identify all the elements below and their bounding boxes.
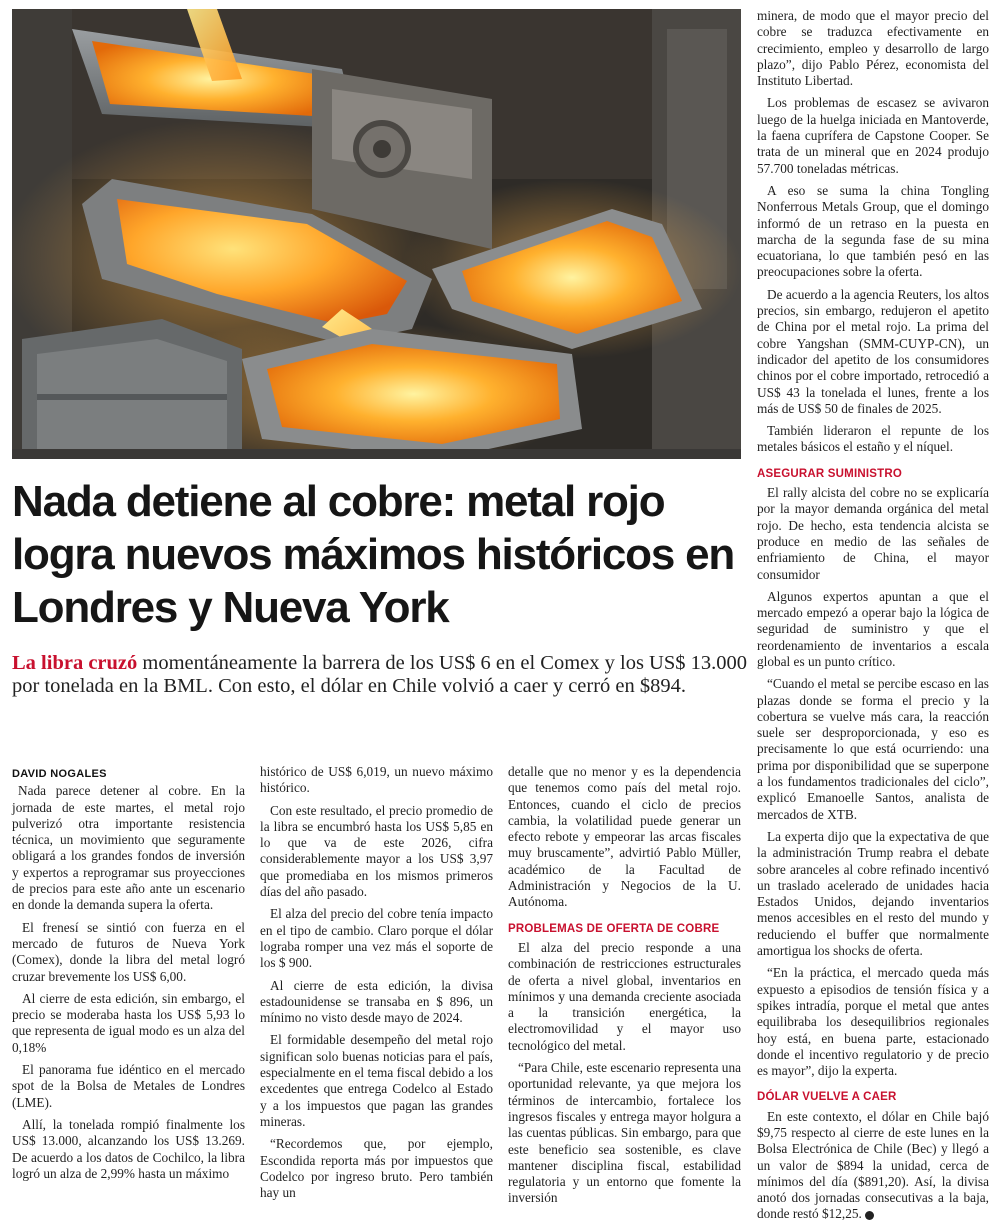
paragraph: A eso se suma la china Tongling Nonferrous Metals Group, que el domingo informó de un retraso en la puesta en marcha de la segunda fase de su mina ecuatoriana, lo que también pesó en las preocupaciones sobre la oferta. (757, 182, 989, 280)
article-column-3 (508, 764, 741, 1213)
headline: Nada detiene al cobre: metal rojo logra nuevos máximos históricos en Londres y Nueva York (12, 477, 735, 632)
paragraph: histórico de US$ 6,019, un nuevo máximo histórico. (260, 764, 493, 796)
paragraph-text: En este contexto, el dólar en Chile bajó $9,75 respecto al cierre de este lunes en la Bolsa Electrónica de Chile (Bec) y llegó a un valor de $894 la unidad, cerca de mínimos del día ($891,20). Así, la divisa anotó dos jornadas consecutivas a la baja, donde restó $12,25. (757, 1108, 989, 1222)
subhead-asegurar-suministro: ASEGURAR SUMINISTRO (757, 467, 903, 480)
paragraph: “Recordemos que, por ejemplo, Escondida reporta más por impuestos que Codelco por ingreso bruto. Pero también hay un (260, 1136, 493, 1201)
paragraph: El alza del precio del cobre tenía impacto en el tipo de cambio. Claro porque el dólar lograba romper una vez más el soporte de los $ 900. (260, 906, 493, 971)
paragraph: Al cierre de esta edición, sin embargo, el precio se moderaba hasta los US$ 5,93 lo que representa de igual modo es un alza del 0,18% (12, 990, 245, 1055)
deck-lead: La libra cruzó (12, 652, 138, 674)
paragraph: Nada parece detener al cobre. En la jornada de este martes, el metal rojo pulverizó otra importante resistencia técnica, un movimiento que seguramente obligará a los grandes fondos de inversión y expertos a reprogramar sus proyecciones de precios para este año ante un escenario en donde la demanda supera la oferta. (12, 783, 245, 913)
paragraph: Algunos expertos apuntan a que el mercado empezó a operar bajo la lógica de seguridad de suministro y que el reordenamiento de inventarios a escala global es un punto crítico. (757, 588, 989, 669)
paragraph: El frenesí se sintió con fuerza en el mercado de futuros de Nueva York (Comex), donde la libra del metal logró cruzar brevemente los US$ 6,00. (12, 919, 245, 984)
deck (12, 652, 747, 698)
paragraph: “En la práctica, el mercado queda más expuesto a episodios de tensión física y a spikes intradía, porque el metal que antes equilibraba los desequilibrios regionales hoy está, en buena parte, estacionado donde el incentivo regulatorio y de precio es mayor”, dijo la experta. (757, 965, 989, 1079)
paragraph: El panorama fue idéntico en el mercado spot de la Bolsa de Metales de Londres (LME). (12, 1062, 245, 1110)
paragraph: Al cierre de esta edición, la divisa estadounidense se transaba en $ 896, un mínimo no visto desde mayo de 2024. (260, 977, 493, 1026)
paragraph: “Para Chile, este escenario representa una oportunidad relevante, ya que mejora los términos de intercambio, fortalece los ingresos fiscales y entrega mayor holgura a las cuentas públicas. Sin embargo, para que este beneficio sea sostenible, es clave mantener disciplina fiscal, estabilidad regulatoria y un entorno que fomente la inversión (508, 1060, 741, 1206)
end-mark-icon (865, 1211, 874, 1220)
article-column-4 (757, 8, 989, 1229)
paragraph: Los problemas de escasez se avivaron luego de la huelga iniciada en Mantoverde, la faena cuprífera de Capstone Cooper. Se trata de un mineral que en 2024 produjo 57.700 toneladas métricas. (757, 95, 989, 176)
subhead-problemas-oferta: PROBLEMAS DE OFERTA DE COBRE (508, 922, 720, 935)
paragraph: detalle que no menor y es la dependencia que tenemos como país del metal rojo. Entonces, cuando el ciclo de precios cambia, la volatilidad puede generar un efecto rebote y empeorar las arcas fiscales muy bruscamente”, advirtió Pablo Müller, académico de la Facultad de Administración y Negocios de la U. Autónoma. (508, 764, 741, 910)
paragraph-final (757, 1109, 989, 1223)
article-column-2 (260, 764, 493, 1207)
paragraph: También lideraron el repunte de los metales básicos el estaño y el níquel. (757, 423, 989, 455)
paragraph: minera, de modo que el mayor precio del cobre se traduzca efectivamente en crecimiento, empleo y desarrollo de largo plazo”, dijo Pablo Pérez, economista del Instituto Libertad. (757, 8, 989, 89)
paragraph: El alza del precio responde a una combinación de restricciones estructurales de oferta a nivel global, inventarios en mínimos y una demanda creciente asociada a la transición energética, la electromovilidad y el mayor uso tecnológico del metal. (508, 939, 741, 1053)
paragraph: El formidable desempeño del metal rojo significan solo buenas noticias para el país, especialmente en el tema fiscal debido a los excedentes que entrega Codelco al Estado y a los impuestos que pagan las grandes mineras. (260, 1032, 493, 1129)
paragraph: Con este resultado, el precio promedio de la libra se encumbró hasta los US$ 5,85 en lo que va de este 2026, cifra considerablemente mayor a los US$ 3,97 que promediaba en los mismos primeros días del año pasado. (260, 802, 493, 900)
byline: DAVID NOGALES (12, 768, 107, 780)
paragraph: El rally alcista del cobre no se explicaría por la mayor demanda orgánica del metal rojo. De hecho, esta tendencia alcista se produce en medio de las señales de enfriamiento de China, el mayor consumidor (757, 485, 989, 582)
paragraph: De acuerdo a la agencia Reuters, los altos precios, sin embargo, redujeron el apetito de China por el metal rojo. La prima del cobre Yangshan (SMM-CUYP-CN), un indicador del apetito de los consumidores chinos por el cobre importado, retrocedió a US$ 43 la tonelada el lunes, frente a los más de US$ 50 de finales de 2025. (757, 286, 989, 416)
paragraph: La experta dijo que la expectativa de que la administración Trump reabra el debate sobre aranceles al cobre refinado incentivó un traslado acelerado de unidades hacia Estados Unidos, dejando inventarios menos accesibles en el resto del mundo y reduciendo el buffer que normalmente amortigua los shocks de oferta. (757, 828, 989, 959)
deck-text: momentáneamente la barrera de los US$ 6 en el Comex y los US$ 13.000 por tonelada en la BML. Con esto, el dólar en Chile volvió a caer y cerró en $894. (12, 652, 748, 697)
paragraph: “Cuando el metal se percibe escaso en las plazas donde se forma el precio y la cobertura se vuelve más cara, la reacción suele ser desproporcionada, y eso es precisamente lo que está ocurriendo: una prima por disponibilidad que se superpone a los fundamentos tradicionales del ciclo”, explicó Emanoelle Santos, analista de mercados de XTB. (757, 676, 989, 822)
subhead-dolar-vuelve-a-caer: DÓLAR VUELVE A CAER (757, 1091, 897, 1104)
hero-photo-molten-copper (12, 9, 741, 459)
article-column-1 (12, 766, 245, 1188)
paragraph: Allí, la tonelada rompió finalmente los US$ 13.000, alcanzando los US$ 13.269. De acuerdo a los datos de Cochilco, la libra logró un alza de 2,99% hasta un máximo (12, 1116, 245, 1181)
